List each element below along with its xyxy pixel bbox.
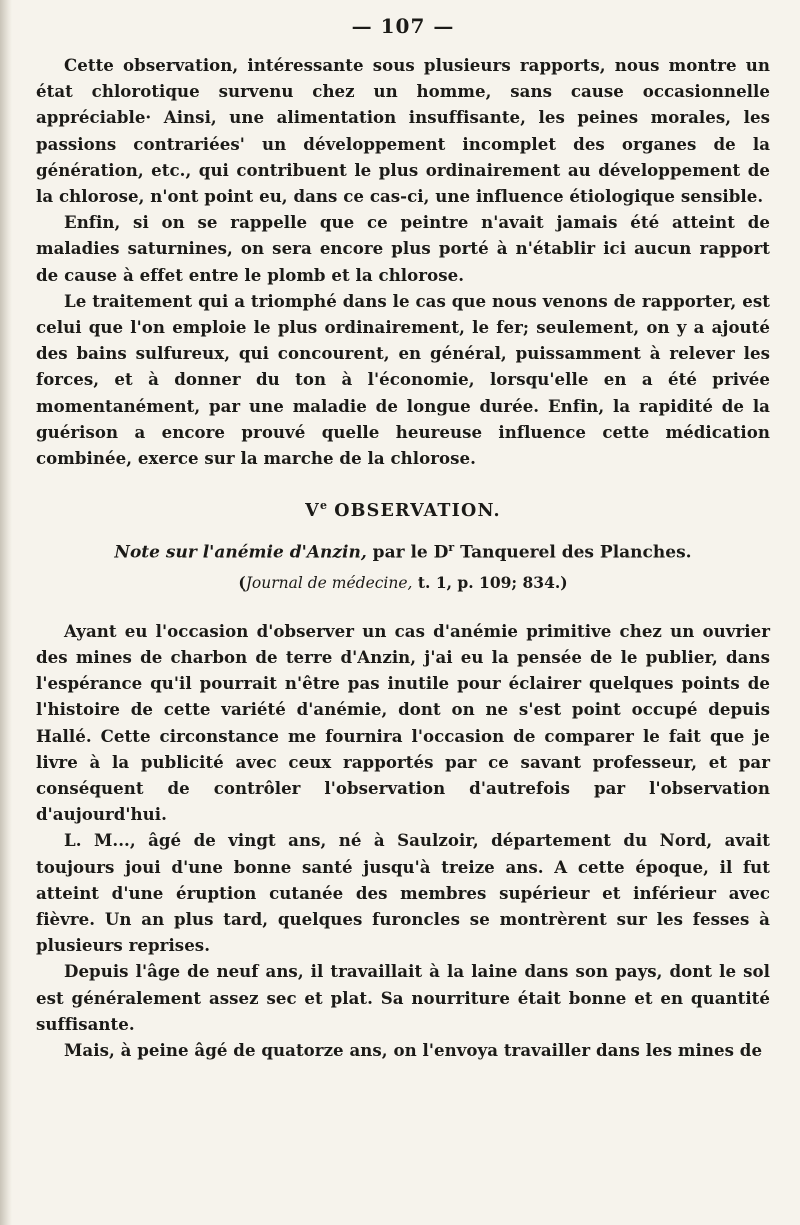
note-author: Tanquerel des Planches. — [454, 542, 692, 563]
note-by: par le D — [366, 542, 449, 563]
observation-word: OBSERVATION. — [326, 501, 501, 522]
note-title-italic: Note sur l'anémie d'Anzin, — [114, 542, 367, 563]
paragraph: Cette observation, intéressante sous plusieurs rapports, nous montre un état chlorotique survenu chez un homme, sans cause occasionnelle appréciable· Ainsi, une alimentation insuffisante, les peines morales, les passions contrariées' un développement incomplet des organes de la génération, etc., qui contribuent le plus ordinairement au développement de la chlorose, n'ont point eu, dans ce cas-ci, une influence étiologique sensible. — [36, 55, 770, 207]
paragraph: Mais, à peine âgé de quatorze ans, on l'envoya travailler dans les mines de — [64, 1039, 763, 1060]
page-number: — 107 — — [351, 14, 455, 38]
document-page — [36, 0, 770, 1063]
journal-name: Journal de médecine, — [245, 573, 413, 592]
paragraph: Depuis l'âge de neuf ans, il travaillait à la laine dans son pays, dont le sol est généralement assez sec et plat. Sa nourriture était bonne et en quantité suffisante. — [36, 961, 770, 1034]
journal-open: ( — [238, 572, 246, 592]
journal-reference — [36, 573, 770, 592]
observation-heading — [36, 499, 770, 521]
paragraph: Le traitement qui a triomphé dans le cas que nous venons de rapporter, est celui que l'on emploie le plus ordinairement, le fer; seulement, on y a ajouté des bains sulfureux, qui concourent, en général, puissamment à relever les forces, et à donner du ton à l'économie, lorsqu'elle en a été privée momentanément, par une maladie de longue durée. Enfin, la rapidité de la guérison a encore prouvé quelle heureuse influence cette médication combinée, exerce sur la marche de la chlorose. — [36, 290, 770, 469]
note-title — [36, 541, 770, 563]
observation-roman: V — [305, 501, 320, 522]
paragraph: Ayant eu l'occasion d'observer un cas d'anémie primitive chez un ouvrier des mines de charbon de terre d'Anzin, j'ai eu la pensée de le publier, dans l'espérance qu'il pourrait n'être pas inutile pour éclairer quelques points de l'histoire de cette variété d'anémie, dont on ne s'est point occupé depuis Hallé. Cette circonstance me fournira l'occasion de comparer le fait que je livre à la publicité avec ceux rapportés par ce savant professeur, et par conséquent de contrôler l'observation d'autrefois par l'observation d'aujourd'hui. — [36, 620, 770, 825]
note-sup: r — [448, 541, 455, 555]
paragraph: Enfin, si on se rappelle que ce peintre n'avait jamais été atteint de maladies saturnines, on sera encore plus porté à n'établir ici aucun rapport de cause à effet entre le plomb et la chlorose. — [36, 212, 770, 285]
journal-ref: t. 1, p. 109; 834.) — [412, 572, 568, 592]
page-edge — [0, 0, 12, 1225]
paragraph: L. M..., âgé de vingt ans, né à Saulzoir, département du Nord, avait toujours joui d'une bonne santé jusqu'à treize ans. A cette époque, il fut atteint d'une éruption cutanée des membres supérieur et inférieur avec fièvre. Un an plus tard, quelques furoncles se montrèrent sur les fesses à plusieurs reprises. — [36, 830, 770, 956]
observation-sup: e — [319, 499, 327, 513]
